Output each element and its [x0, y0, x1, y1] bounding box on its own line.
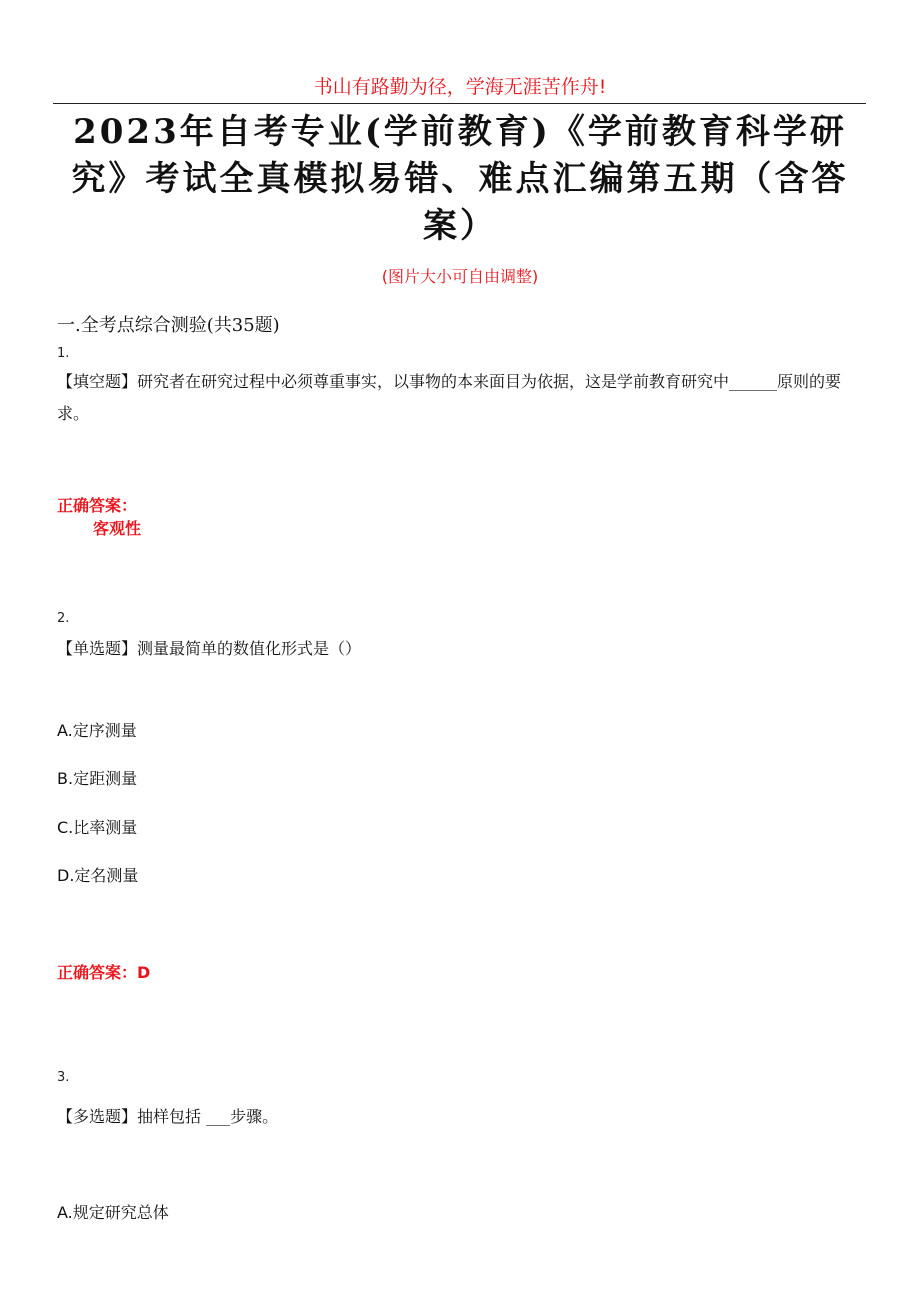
header-divider — [53, 103, 866, 104]
option-c: C.比率测量 — [57, 818, 138, 837]
motto-banner: 书山有路勤为径，学海无涯苦作舟! — [313, 76, 607, 98]
option-d: D.定名测量 — [57, 866, 139, 885]
question-number: 1. — [57, 346, 70, 361]
question-text: 【单选题】测量最简单的数值化形式是（） — [57, 639, 362, 658]
answer-label: 正确答案： — [57, 963, 138, 982]
answer-label: 正确答案： — [57, 496, 138, 515]
question-text: 【多选题】抽样包括 ___步骤。 — [57, 1107, 279, 1126]
option-a: A.定序测量 — [57, 721, 137, 740]
option-b: B.定距测量 — [57, 769, 138, 788]
answer-value: 客观性 — [93, 519, 142, 538]
question-text: 【填空题】研究者在研究过程中必须尊重事实，以事物的本来面目为依据，这是学前教育研究中______原则的要求。 — [57, 372, 842, 423]
answer-value: D — [137, 963, 151, 982]
question-number: 3. — [57, 1070, 70, 1085]
document-title: 2023年自考专业(学前教育)《学前教育科学研究》考试全真模拟易错、难点汇编第五期（含答案） — [71, 112, 849, 246]
section-heading: 一.全考点综合测验(共35题) — [57, 315, 280, 336]
image-size-note: (图片大小可自由调整) — [381, 267, 539, 286]
option-a: A.规定研究总体 — [57, 1203, 169, 1222]
answer-line — [57, 960, 150, 983]
question-number: 2. — [57, 611, 70, 626]
